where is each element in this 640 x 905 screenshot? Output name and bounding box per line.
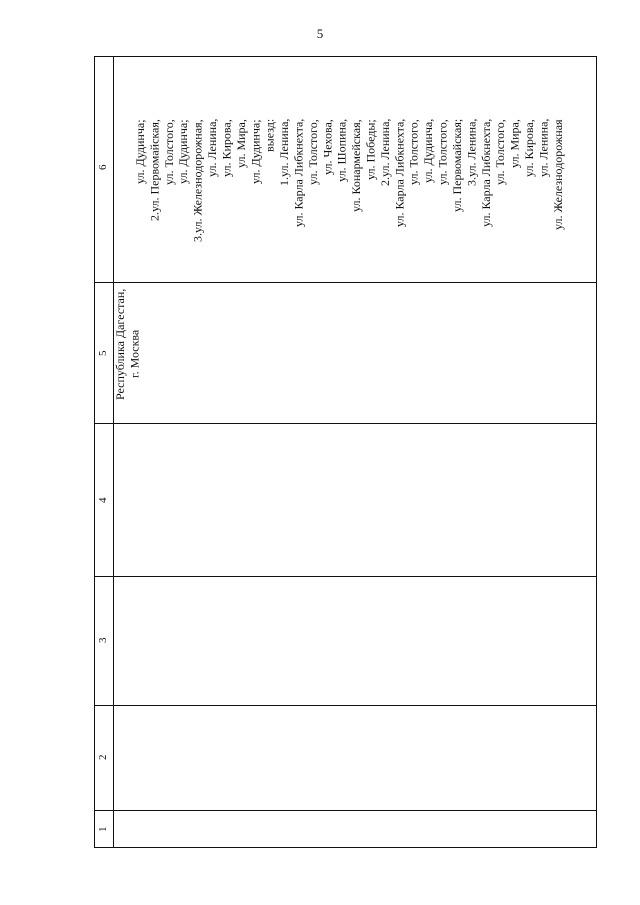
route-item-number: 3.	[464, 177, 479, 187]
route-street-text: ул. Железнодорожная	[550, 119, 565, 230]
route-item-number: 3.	[190, 232, 205, 242]
route-street-text: ул. Первомайская;	[449, 119, 464, 213]
route-street-text: ул. Ленина,	[377, 119, 392, 178]
route-street-line	[508, 119, 522, 279]
column-number-3: 3	[97, 637, 109, 643]
route-street-line	[205, 119, 219, 279]
route-street-line	[133, 119, 147, 279]
route-street-text: ул. Карла Либкнехта,	[478, 119, 493, 228]
column-number-6: 6	[97, 164, 109, 170]
column-number-1: 1	[97, 826, 109, 832]
divider-6-5	[95, 282, 596, 283]
route-street-text: ул. Ленина,	[536, 119, 551, 178]
route-street-line	[219, 119, 233, 279]
route-street-text: ул. Конармейская,	[349, 119, 364, 212]
region-cell	[113, 289, 142, 419]
route-street-line	[364, 119, 378, 279]
route-street-text: ул. Мира,	[233, 119, 248, 168]
column-number-4: 4	[97, 497, 109, 503]
route-street-text: ул. Ленина,	[205, 119, 220, 178]
route-street-text: ул. Карла Либкнехта,	[291, 119, 306, 228]
route-street-line	[421, 119, 435, 279]
route-street-line	[349, 119, 363, 279]
route-street-text: ул. Толстого,	[493, 119, 508, 185]
route-street-text: ул. Первомайская,	[147, 119, 162, 212]
route-street-text: ул. Железнодорожная,	[190, 119, 205, 233]
divider-3-2	[95, 705, 596, 706]
page-number: 5	[316, 26, 324, 41]
route-street-line	[291, 119, 305, 279]
route-item-number: 2.	[377, 177, 392, 187]
route-street-line	[407, 119, 421, 279]
route-street-line	[335, 119, 349, 279]
route-street-line	[147, 119, 161, 279]
route-street-line	[378, 119, 392, 279]
route-street-text: ул. Чехова,	[320, 119, 335, 175]
route-street-text: ул. Ленина,	[277, 119, 292, 178]
route-street-line	[277, 119, 291, 279]
routes-table	[94, 56, 597, 848]
route-street-line	[479, 119, 493, 279]
route-street-line	[306, 119, 320, 279]
route-street-line	[464, 119, 478, 279]
route-street-line	[176, 119, 190, 279]
route-street-text: ул. Шопина,	[334, 119, 349, 183]
route-item-number: 2.	[147, 211, 162, 221]
region-line: г. Москва	[127, 329, 142, 379]
route-street-line	[522, 119, 536, 279]
route-street-line	[320, 119, 334, 279]
route-street-text: ул. Дудинча;	[248, 119, 263, 184]
route-street-line	[450, 119, 464, 279]
route-street-text: ул. Толстого,	[435, 119, 450, 185]
route-street-text: ул. Дудинча;	[176, 119, 191, 184]
route-street-text: ул. Победы;	[363, 119, 378, 180]
route-street-text: ул. Дудинча,	[421, 119, 436, 184]
route-street-text: ул. Карла Либкнехта,	[392, 119, 407, 228]
route-street-line	[392, 119, 406, 279]
route-street-text: ул. Кирова,	[521, 119, 536, 177]
route-street-text: ул. Ленина,	[464, 119, 479, 178]
route-street-line	[248, 119, 262, 279]
column-number-2: 2	[97, 754, 109, 760]
route-street-line	[436, 119, 450, 279]
route-street-line	[191, 119, 205, 279]
header-strip-divider	[113, 57, 114, 847]
route-street-line	[536, 119, 550, 279]
route-street-text: ул. Кирова,	[219, 119, 234, 177]
region-line: Республика Дагестан,	[113, 289, 127, 401]
route-street-line	[263, 119, 277, 279]
route-street-text: ул. Мира,	[507, 119, 522, 168]
divider-5-4	[95, 423, 596, 424]
column-number-5: 5	[97, 350, 109, 356]
divider-2-1	[95, 810, 596, 811]
route-street-line	[493, 119, 507, 279]
route-streets-cell	[133, 119, 565, 279]
divider-4-3	[95, 576, 596, 577]
route-item-number: 1.	[277, 177, 292, 187]
route-street-text: ул. Толстого,	[161, 119, 176, 185]
route-street-line	[234, 119, 248, 279]
route-street-text: ул. Дудинча;	[133, 119, 147, 184]
route-street-text: ул. Толстого,	[406, 119, 421, 185]
route-street-text: выезд:	[262, 119, 277, 153]
route-street-line	[551, 119, 565, 279]
route-street-line	[162, 119, 176, 279]
route-street-text: ул. Толстого,	[305, 119, 320, 185]
